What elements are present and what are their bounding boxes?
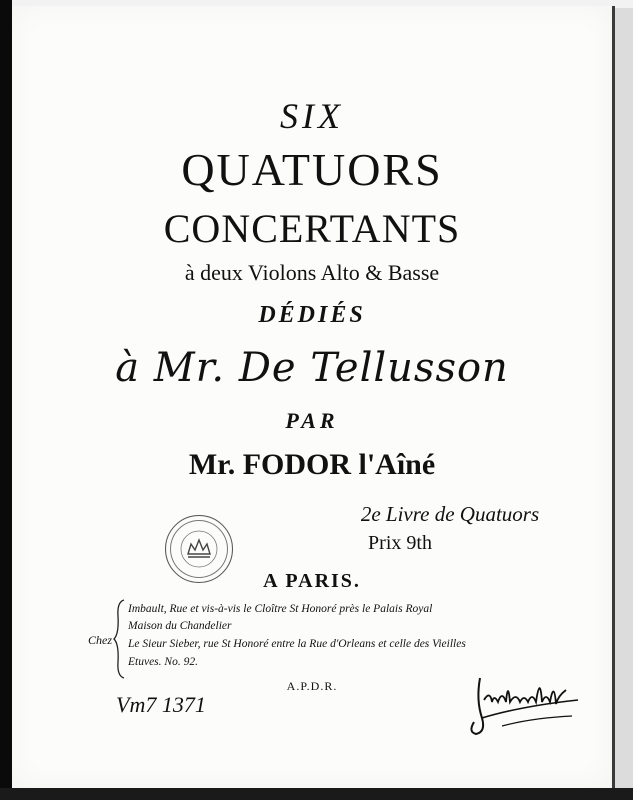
- price: Prix 9th: [368, 532, 432, 554]
- publisher-line-3: Le Sieur Sieber, rue St Honoré entre la Rue d'Orleans et celle des Vieilles: [128, 638, 466, 650]
- privilege-mark: A.P.D.R.: [286, 679, 338, 693]
- composer-name: Mr. FODOR l'Aîné: [188, 448, 436, 481]
- bottom-edge: [0, 788, 633, 800]
- title-six: SIX: [280, 96, 344, 136]
- chez-label: Chez: [88, 633, 112, 647]
- library-stamp-icon: [166, 516, 232, 582]
- library-stamp: [165, 515, 233, 583]
- binding-edge: [0, 0, 12, 800]
- signature-icon: [462, 660, 587, 740]
- publisher-line-1: Imbault, Rue et vis-à-vis le Cloître St Honoré près le Palais Royal: [128, 603, 433, 615]
- shelfmark: Vm7 1371: [116, 692, 206, 717]
- dedication-heading: DÉDIÉS: [258, 302, 366, 328]
- par-label: PAR: [285, 408, 339, 433]
- publisher-brace-icon: [112, 598, 126, 680]
- right-page-edge: [612, 8, 633, 788]
- title-concertants: CONCERTANTS: [163, 206, 461, 251]
- publisher-line-4: Etuves. No. 92.: [128, 656, 198, 668]
- book-number: 2e Livre de Quatuors: [360, 502, 540, 526]
- title-quatuors: QUATUORS: [181, 144, 443, 195]
- place-of-publication: A PARIS.: [263, 570, 361, 592]
- instrumentation: à deux Violons Alto & Basse: [184, 260, 440, 285]
- dedicatee: à Mr. De Tellusson: [115, 345, 509, 391]
- publisher-line-2: Maison du Chandelier: [128, 620, 232, 632]
